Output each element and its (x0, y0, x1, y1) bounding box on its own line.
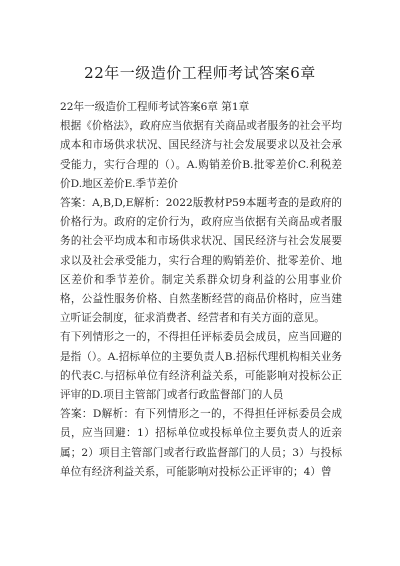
document-body (60, 98, 342, 482)
chapter-heading: 22年一级造价工程师考试答案6章 第1章 (60, 101, 250, 113)
answer-2: 答案：D解析：有下列情形之一的，不得担任评标委员会成员，应当回避：1）招标单位或投标单位主要负责人的近亲属；2）项目主管部门或者行政监督部门的人员；3）与投标单位有经济利益关系，可能影响对投标公正评审的；4）曾 (60, 408, 342, 478)
question-1: 根据《价格法》，政府应当依据有关商品或者服务的社会平均成本和市场供求状况、国民经济与社会发展要求以及社会承受能力，实行合理的（）。A.购销差价B.批零差价C.利税差价D.地区差价E.季节差价 (60, 120, 342, 190)
question-2: 有下列情形之一的，不得担任评标委员会成员，应当回避的是指（）。A.招标单位的主要负责人B.招标代理机构相关业务的代表C.与招标单位有经济利益关系，可能影响对投标公正评审的D.项目主管部门或者行政监督部门的人员 (60, 331, 342, 402)
document-title: 22年一级造价工程师考试答案6章 (84, 64, 316, 82)
answer-1: 答案：A,B,D,E解析：2022版教材P59本题考查的是政府的价格行为。政府的定价行为，政府应当依据有关商品或者服务的社会平均成本和市场供求状况、国民经济与社会发展要求以及社会承受能力，实行合理的购销差价、批零差价、地区差价和季节差价。制定关系群众切身利益的公用事业价格，公益性服务价格、自然垄断经营的商品价格时，应当建立听证会制度，征求消费者、经营者和有关方面的意见。 (60, 197, 342, 325)
